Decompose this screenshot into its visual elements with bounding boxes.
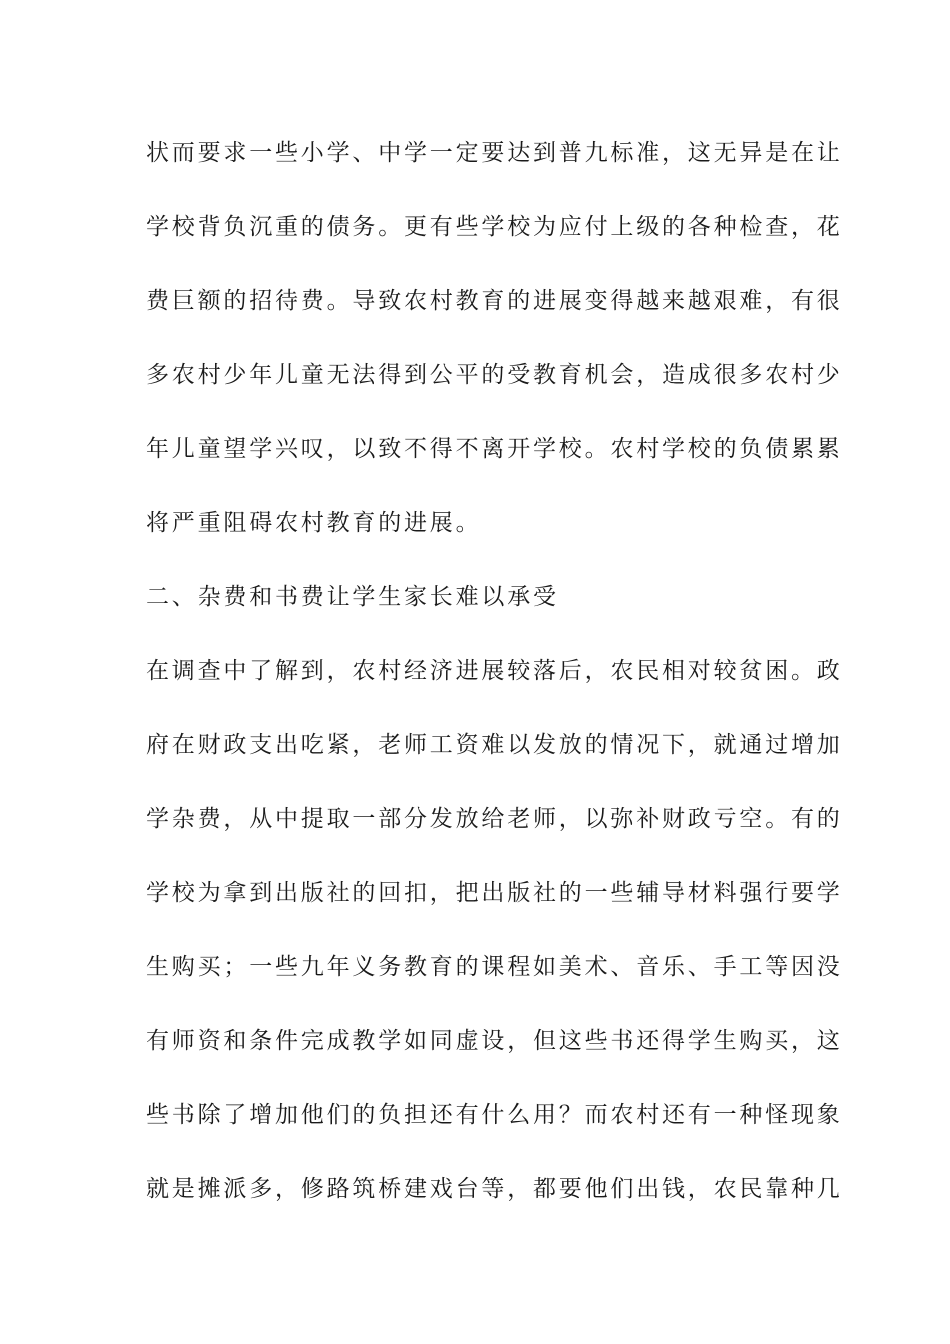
text-line: 学校为拿到出版社的回扣，把出版社的一些辅导材料强行要学: [146, 880, 843, 906]
text-line: 生购买；一些九年义务教育的课程如美术、音乐、手工等因没: [146, 954, 843, 980]
text-line: 将严重阻碍农村教育的进展。: [146, 510, 482, 536]
text-line: 状而要求一些小学、中学一定要达到普九标准，这无异是在让: [146, 140, 843, 166]
section-heading: 二、杂费和书费让学生家长难以承受: [146, 584, 559, 610]
text-line: 府在财政支出吃紧，老师工资难以发放的情况下，就通过增加: [146, 732, 843, 758]
text-line: 费巨额的招待费。导致农村教育的进展变得越来越艰难，有很: [146, 288, 843, 314]
text-line: 些书除了增加他们的负担还有什么用？而农村还有一种怪现象: [146, 1102, 843, 1128]
text-line: 多农村少年儿童无法得到公平的受教育机会，造成很多农村少: [146, 362, 843, 388]
text-line: 年儿童望学兴叹，以致不得不离开学校。农村学校的负债累累: [146, 436, 843, 462]
text-line: 就是摊派多，修路筑桥建戏台等，都要他们出钱，农民靠种几: [146, 1176, 843, 1202]
text-line: 学杂费，从中提取一部分发放给老师，以弥补财政亏空。有的: [146, 806, 843, 832]
text-line: 在调查中了解到，农村经济进展较落后，农民相对较贫困。政: [146, 658, 843, 684]
text-line: 学校背负沉重的债务。更有些学校为应付上级的各种检查，花: [146, 214, 843, 240]
text-line: 有师资和条件完成教学如同虚设，但这些书还得学生购买，这: [146, 1028, 843, 1054]
